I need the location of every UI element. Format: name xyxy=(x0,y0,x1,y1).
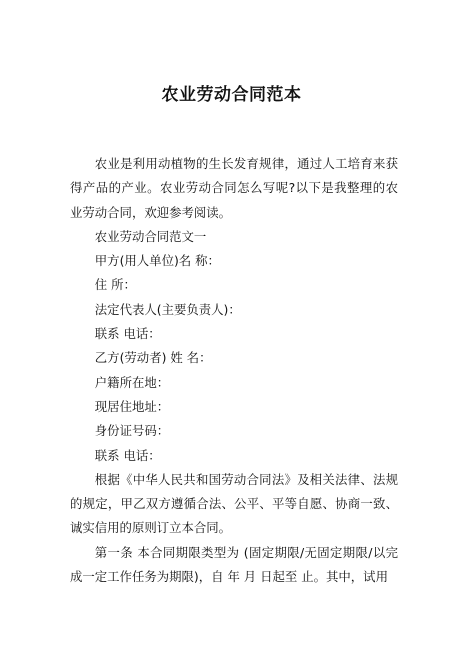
party-a-address-line: 住 所： xyxy=(94,277,136,293)
section-heading: 农业劳动合同范文一 xyxy=(94,228,207,244)
document-title: 农业劳动合同范本 xyxy=(161,85,302,105)
current-address-line: 现居住地址： xyxy=(94,398,170,414)
id-number-line: 身份证号码： xyxy=(94,423,170,439)
document-body xyxy=(70,152,398,589)
legal-basis-paragraph: 根据《中华人民共和国劳动合同法》及相关法律、法规的规定，甲乙双方遵循合法、公平、平等自愿、协商一致、诚实信用的原则订立本合同。 xyxy=(70,471,398,536)
party-b-name-line: 乙方(劳动者) 姓 名： xyxy=(94,350,212,366)
article-one-paragraph: 第一条 本合同期限类型为 (固定期限/无固定期限/以完成一定工作任务为期限)，自 年 月 日起至 止。其中，试用 xyxy=(70,544,398,585)
legal-representative-line: 法定代表人(主要负责人)： xyxy=(94,301,241,317)
party-a-phone-line: 联系 电话： xyxy=(94,326,161,342)
intro-paragraph: 农业是利用动植物的生长发育规律，通过人工培育来获得产品的产业。农业劳动合同怎么写呢?以下是我整理的农业劳动合同，欢迎参考阅读。 xyxy=(70,156,398,220)
party-a-name-line: 甲方(用人单位)名 称： xyxy=(94,253,220,269)
household-registration-line: 户籍所在地： xyxy=(94,374,170,390)
party-b-phone-line: 联系 电话： xyxy=(94,447,161,463)
